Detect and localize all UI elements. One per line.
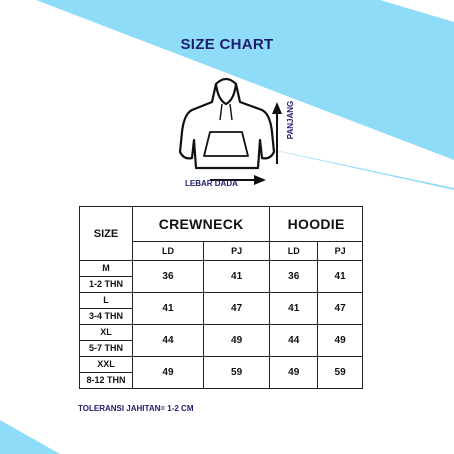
size-cell [80,325,133,357]
size-cell [80,261,133,293]
value-cell: 49 [318,325,363,357]
subheader-pj: PJ [203,242,269,261]
value-cell: 47 [203,293,269,325]
size-header: SIZE [80,207,133,261]
value-cell: 49 [203,325,269,357]
age-label: 3-4 THN [80,308,132,324]
subheader-pj: PJ [318,242,363,261]
page-title: SIZE CHART [180,36,274,53]
value-cell: 49 [133,357,204,389]
size-cell [80,293,133,325]
size-label: XL [100,327,112,337]
table-row [80,325,363,357]
value-cell: 41 [133,293,204,325]
table-header-row [80,207,363,242]
value-cell: 41 [318,261,363,293]
subheader-ld: LD [270,242,318,261]
crewneck-header: CREWNECK [133,207,270,242]
table-row [80,261,363,293]
value-cell: 41 [203,261,269,293]
age-label: 1-2 THN [80,276,132,292]
size-label: XXL [97,359,115,369]
value-cell: 59 [318,357,363,389]
value-cell: 41 [270,293,318,325]
size-label: M [102,263,110,273]
table-row [80,293,363,325]
hoodie-icon [180,79,274,168]
size-table [79,206,363,389]
hoodie-header: HOODIE [270,207,363,242]
size-label: L [103,295,109,305]
value-cell: 36 [270,261,318,293]
age-label: 5-7 THN [80,340,132,356]
value-cell: 49 [270,357,318,389]
value-cell: 44 [133,325,204,357]
tolerance-note: TOLERANSI JAHITAN= 1-2 CM [78,404,194,413]
length-label: PANJANG [286,100,295,140]
value-cell: 36 [133,261,204,293]
size-cell [80,357,133,389]
value-cell: 59 [203,357,269,389]
chest-width-label: LEBAR DADA [185,179,238,188]
value-cell: 47 [318,293,363,325]
table-row [80,357,363,389]
value-cell: 44 [270,325,318,357]
age-label: 8-12 THN [80,372,132,388]
hoodie-diagram [170,72,300,192]
subheader-ld: LD [133,242,204,261]
